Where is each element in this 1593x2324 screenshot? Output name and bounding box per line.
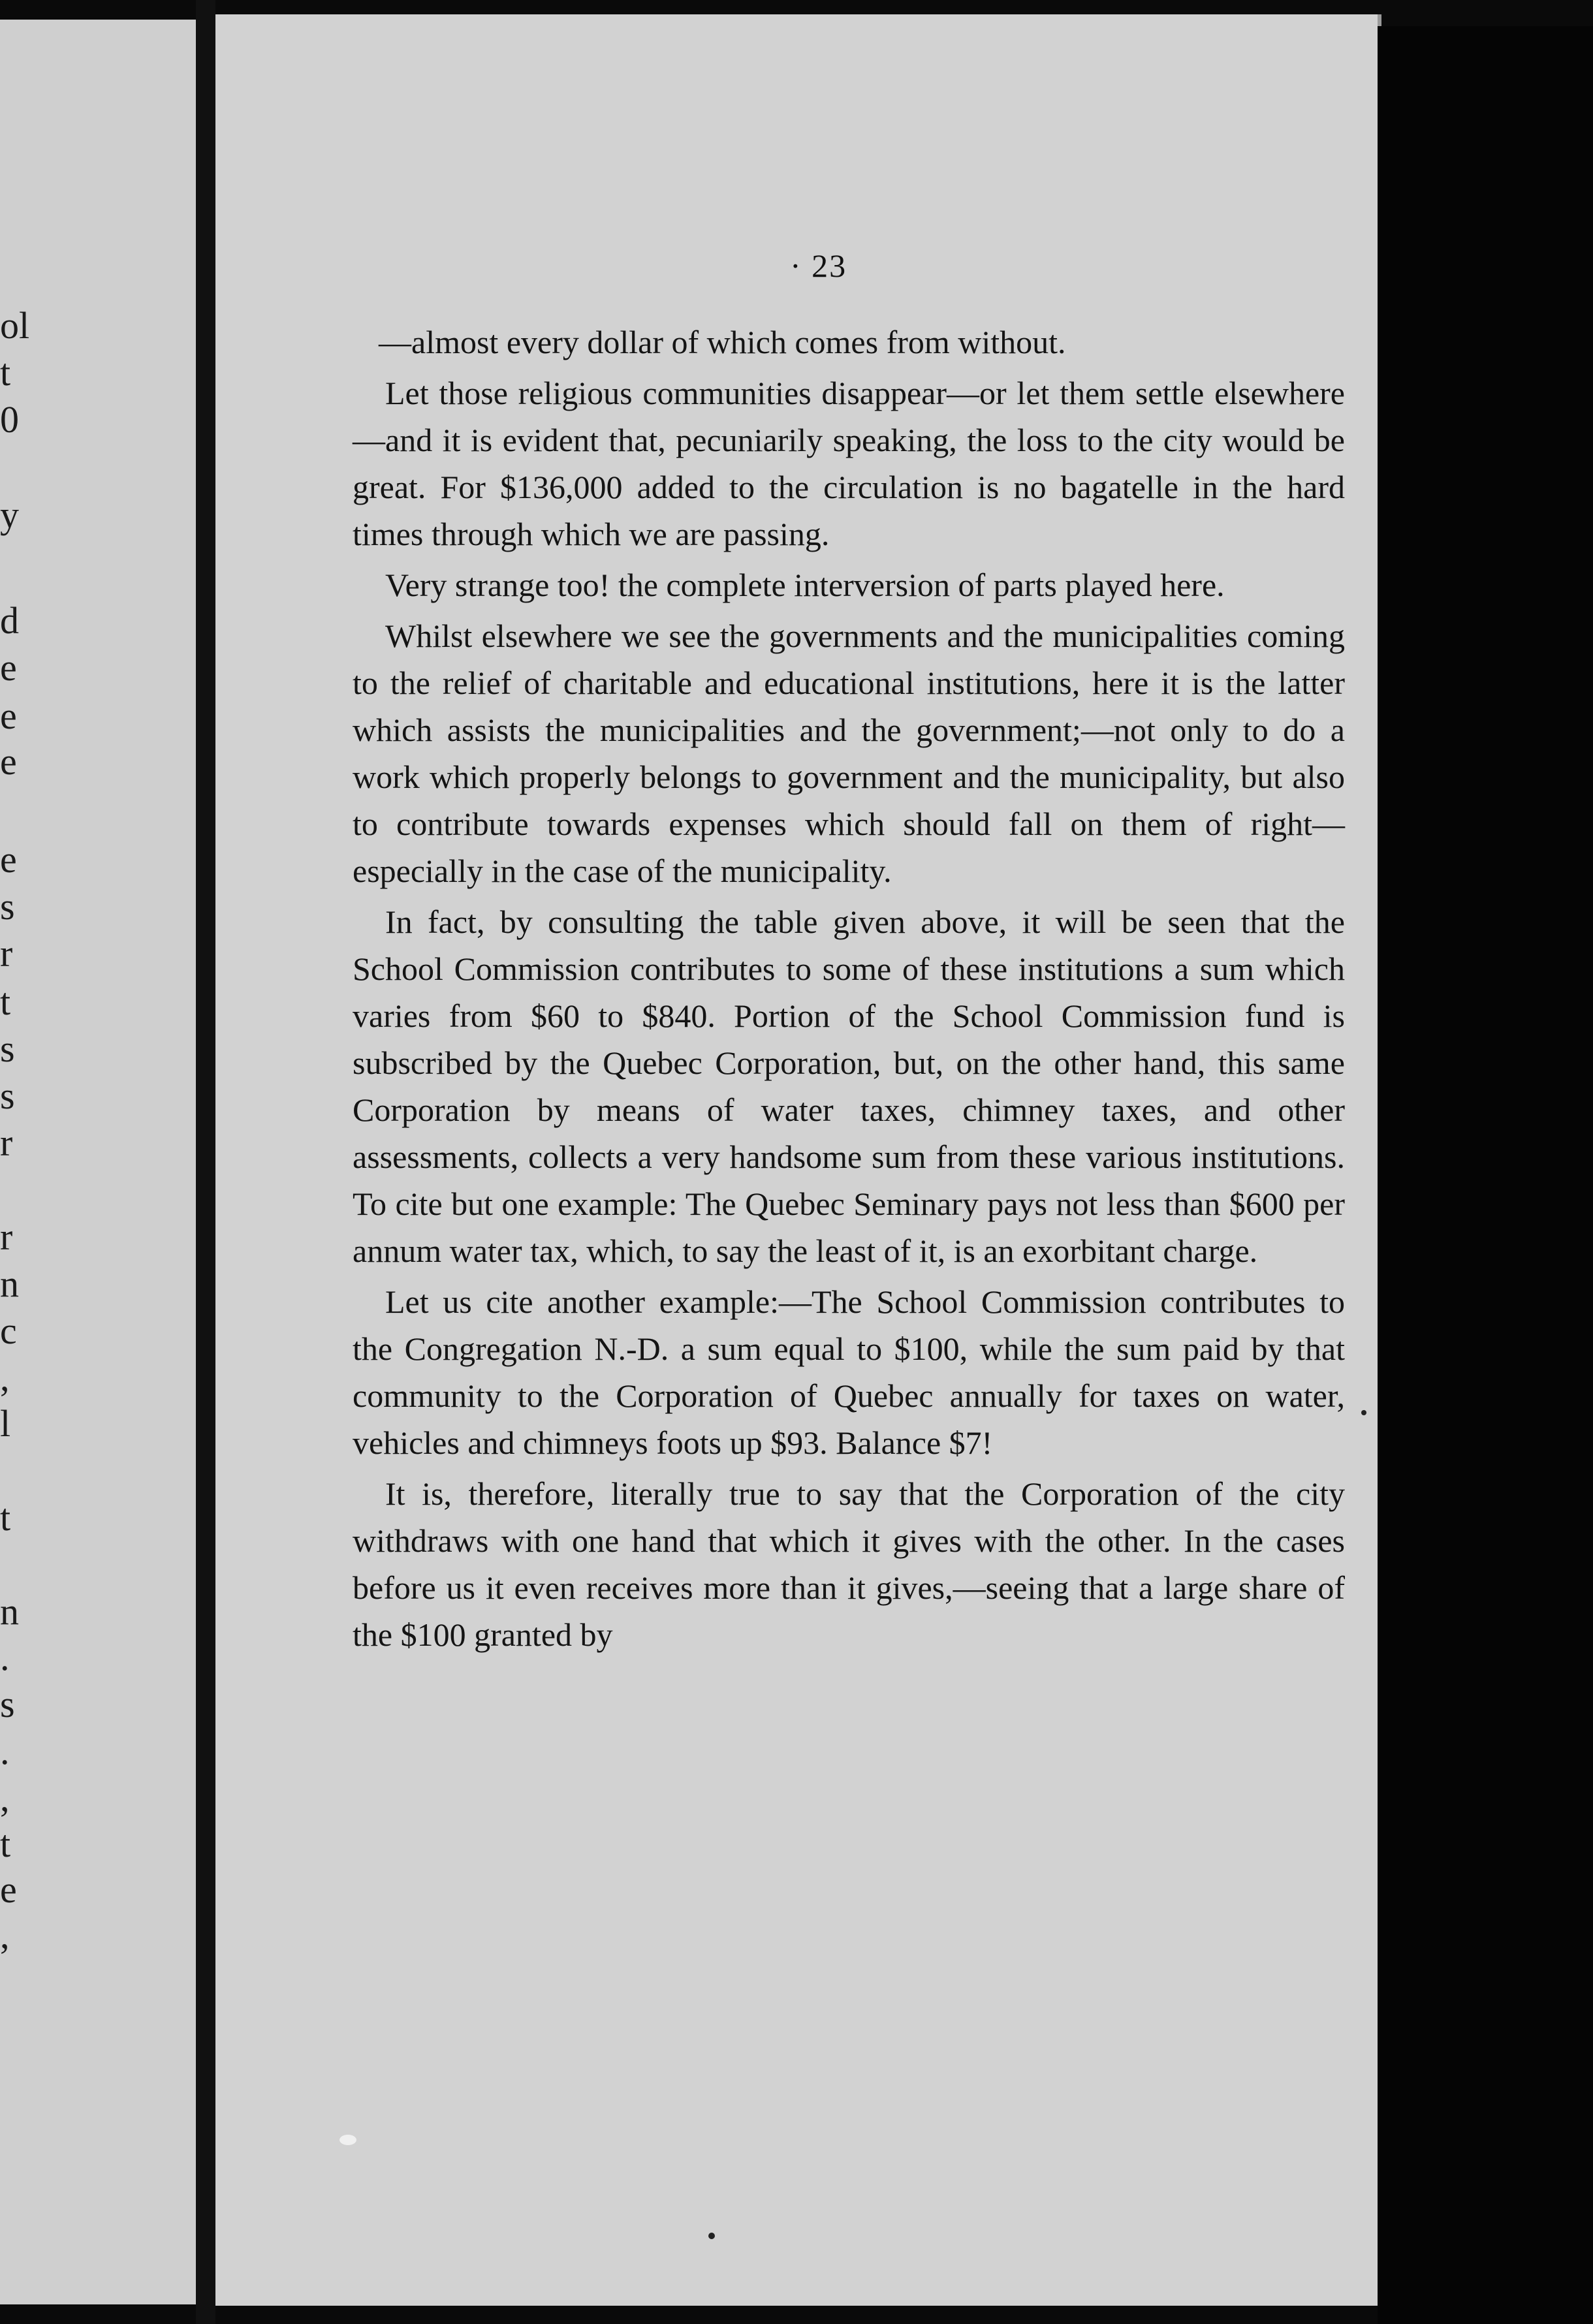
fragment: , [0, 1357, 10, 1399]
fragment: n [0, 1263, 19, 1305]
fragment: s [0, 1028, 15, 1070]
fragment: e [0, 838, 17, 881]
fragment: t [0, 1823, 11, 1865]
fragment: s [0, 1683, 15, 1725]
facing-page [0, 20, 196, 2304]
fragment: ol [0, 304, 30, 347]
fragment: s [0, 885, 15, 928]
fragment: . [0, 1730, 10, 1772]
fragment: n [0, 1590, 19, 1633]
fragment: y [0, 494, 19, 536]
ink-speck [339, 2135, 356, 2145]
fragment: , [0, 1914, 10, 1956]
paragraph: —almost every dollar of which comes from without. [379, 324, 1066, 360]
paragraph: Whilst elsewhere we see the governments and the municipalities coming to the relief of charitable and educational institutions, here it is the latter which assists the municipalities and the government;—not only to do a work which properly belongs to government and the municipality, but also to contribute towards expenses which should fall on them of right—especially in the case of the municipality. [353, 618, 1345, 889]
fragment: , [0, 1777, 10, 1819]
fragment: l [0, 1402, 11, 1445]
ink-speck [708, 2233, 715, 2239]
fragment: t [0, 981, 11, 1023]
fragment: 0 [0, 398, 19, 441]
page-number: · 23 [790, 247, 847, 284]
body-text [353, 319, 1345, 1662]
paragraph: It is, therefore, literally true to say that the Corporation of the city withdraws with one hand that which it gives with the other. In the cases before us it even receives more than it gives,—seeing that a large share of the $100 granted by [353, 1475, 1345, 1653]
paragraph: Let those religious communities disappear—or let them settle elsewhere—and it is evident that, pecuniarily speaking, the loss to the city would be great. For $136,000 added to the circulation is no bagatelle in the hard times through which we are passing. [353, 375, 1345, 552]
paragraph: Very strange too! the complete interversion of parts played here. [385, 567, 1225, 603]
fragment: e [0, 740, 17, 783]
paragraph: Let us cite another example:—The School Commission contributes to the Congregation N.-D. a sum equal to $100, while the sum paid by that community to the Corporation of Quebec annually for taxes on water, vehicles and chimneys foots up $93. Balance $7! [353, 1283, 1345, 1461]
fragment: r [0, 1216, 13, 1258]
fragment: t [0, 1496, 11, 1539]
fragment: d [0, 599, 19, 642]
fragment: r [0, 932, 13, 975]
fragment: r [0, 1122, 13, 1164]
fragment: e [0, 1868, 17, 1911]
fragment: s [0, 1075, 15, 1117]
page-edge-shadow [1378, 26, 1593, 2324]
fragment: . [0, 1636, 10, 1678]
ink-speck [1361, 1410, 1366, 1415]
fragment: c [0, 1310, 17, 1352]
book-gutter [196, 0, 215, 2324]
paragraph: In fact, by consulting the table given above, it will be seen that the School Commission contributes to some of these institutions a sum which varies from $60 to $840. Portion of the School Commission fund is subscribed by the Quebec Corporation, but, on the other hand, this same Corporation by means of water taxes, chimney taxes, and other assessments, collects a very handsome sum from these various institutions. To cite but one example: The Quebec Seminary pays not less than $600 per annum water tax, which, to say the least of it, is an exorbitant charge. [353, 903, 1345, 1269]
fragment: e [0, 646, 17, 689]
fragment: t [0, 351, 11, 394]
fragment: e [0, 695, 17, 737]
